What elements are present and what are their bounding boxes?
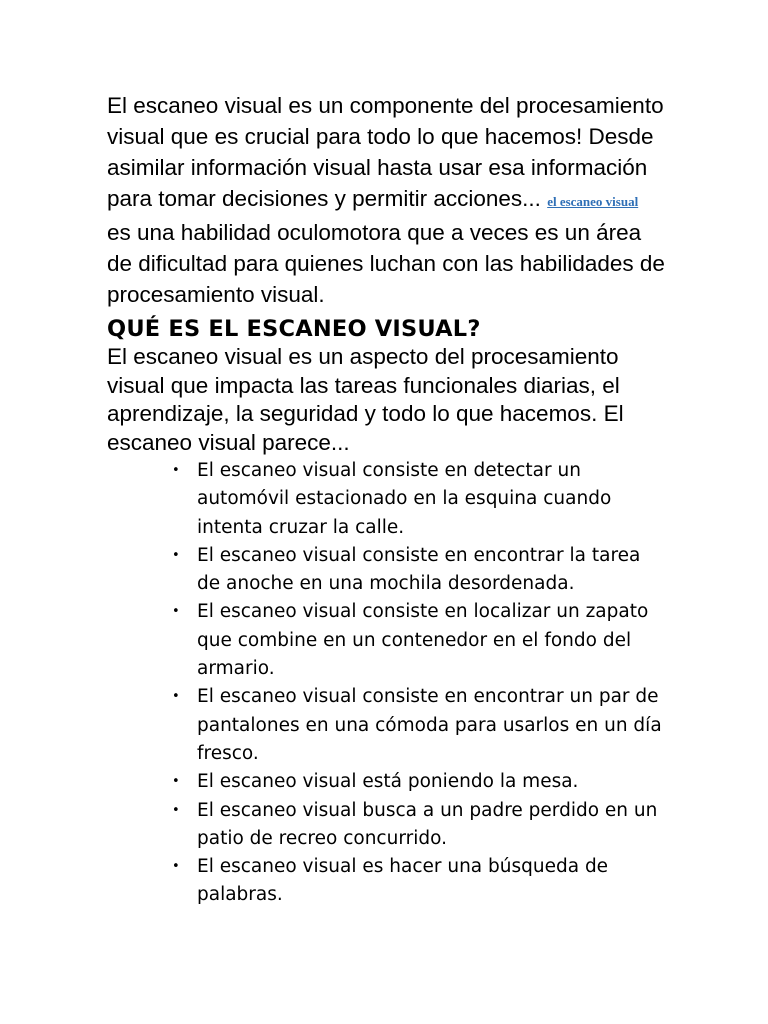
bullet-list [172, 457, 662, 910]
bullet-icon: • [172, 463, 180, 478]
list-item [172, 542, 662, 599]
section-paragraph: El escaneo visual es un aspecto del procesamiento visual que impacta las tareas funcionales diarias, el aprendizaje, la seguridad y todo lo que hacemos. El escaneo visual parece... [107, 344, 624, 455]
intro-text-after-link: es una habilidad oculomotora que a veces es un área de dificultad para quienes luchan con las habilidades de procesamiento visual. [107, 220, 665, 307]
list-item [172, 853, 662, 910]
list-item [172, 457, 662, 542]
bullet-icon: • [172, 859, 180, 875]
list-item-text: El escaneo visual consiste en detectar un automóvil estacionado en la esquina cuando intenta cruzar la calle. [197, 460, 612, 538]
list-item [172, 598, 662, 683]
bullet-icon: • [172, 547, 180, 563]
list-item-text: El escaneo visual consiste en encontrar un par de pantalones en una cómoda para usarlos en un día fresco. [197, 686, 662, 764]
intro-paragraph [107, 90, 667, 310]
bullet-icon: • [172, 689, 180, 705]
list-item-text: El escaneo visual es hacer una búsqueda de palabras. [197, 856, 609, 906]
intro-text-before-link: El escaneo visual es un componente del procesamiento visual que es crucial para todo lo que hacemos! Desde asimilar información visual hasta usar esa información para tomar decisiones y permitir acciones... [107, 93, 664, 211]
list-item [172, 768, 662, 796]
list-item-text: El escaneo visual consiste en encontrar la tarea de anoche en una mochila desordenada. [197, 544, 641, 595]
bullet-icon: • [172, 802, 180, 818]
list-item [172, 797, 662, 854]
bullet-icon: • [172, 604, 180, 620]
bullet-icon: • [172, 774, 180, 790]
list-item [172, 683, 662, 768]
list-item-text: El escaneo visual está poniendo la mesa. [197, 771, 579, 793]
list-item-text: El escaneo visual consiste en localizar un zapato que combine en un contenedor en el fondo del armario. [197, 601, 649, 680]
section-heading: QUÉ ES EL ESCANEO VISUAL? [107, 316, 481, 342]
list-item-text: El escaneo visual busca a un padre perdido en un patio de recreo concurrido. [197, 799, 658, 849]
escaneo-visual-link[interactable]: el escaneo visual [547, 194, 639, 209]
